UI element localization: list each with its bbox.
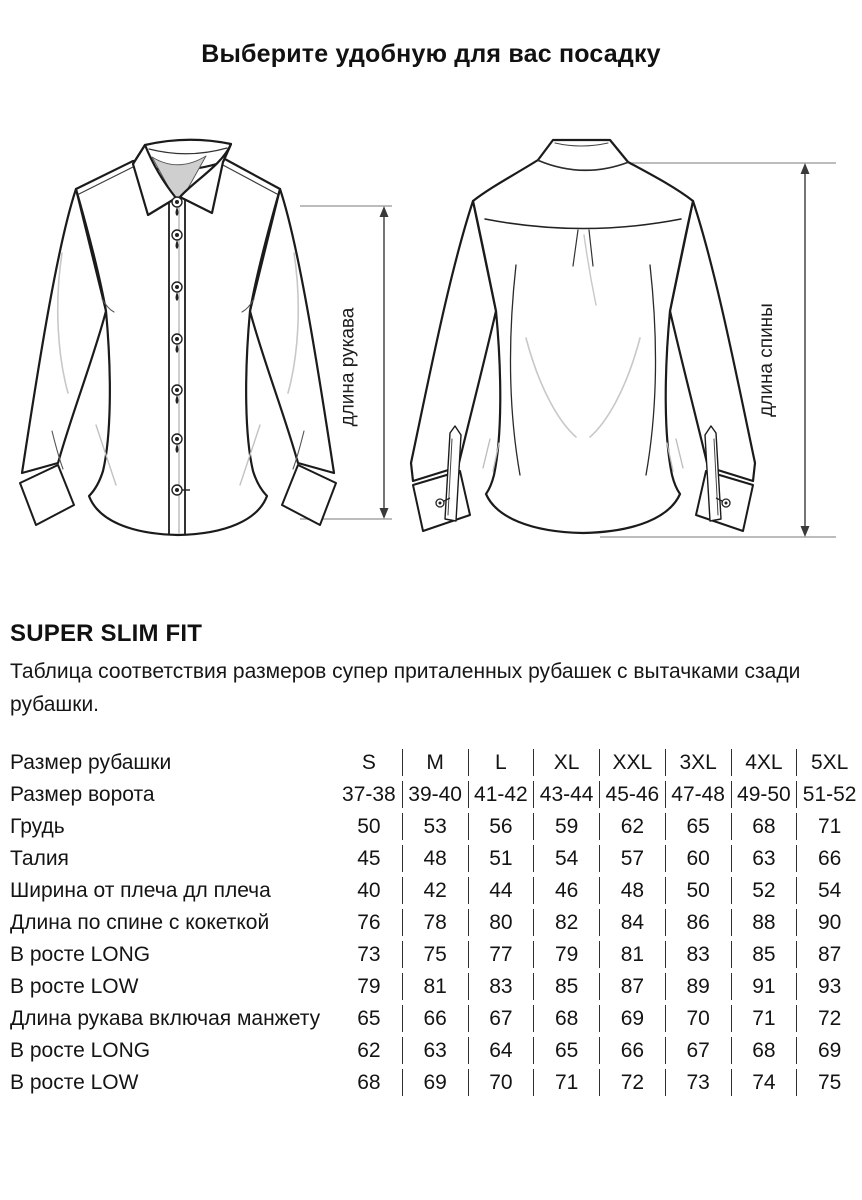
size-cell: 78 <box>402 909 468 936</box>
size-cell: 3XL <box>665 749 731 776</box>
size-cell: 93 <box>796 973 862 1000</box>
size-cell: 91 <box>731 973 797 1000</box>
sleeve-length-label: длина рукава <box>337 307 359 427</box>
row-label: В росте LOW <box>10 1070 139 1094</box>
fit-description: Таблица соответствия размеров супер приталенных рубашек с вытачками сзади рубашки. <box>10 660 801 716</box>
size-cell: 54 <box>533 845 599 872</box>
size-cell: 79 <box>357 974 381 998</box>
size-cell: 71 <box>533 1069 599 1096</box>
table-row <box>0 941 862 968</box>
row-label: Длина рукава включая манжету <box>10 1006 321 1030</box>
size-cell: 66 <box>402 1005 468 1032</box>
size-cell: 47-48 <box>665 781 731 808</box>
size-cell: 60 <box>665 845 731 872</box>
size-cell: XXL <box>599 749 665 776</box>
back-length-label: длина спины <box>756 303 777 417</box>
size-cell: 87 <box>796 941 862 968</box>
size-cell: 68 <box>731 1037 797 1064</box>
size-cell: 69 <box>402 1069 468 1096</box>
shirt-back-drawing <box>398 123 778 553</box>
size-cell: 40 <box>357 878 381 902</box>
row-label: В росте LONG <box>10 942 151 966</box>
size-cell: 63 <box>402 1037 468 1064</box>
table-row <box>0 781 862 808</box>
size-table <box>0 744 862 1101</box>
size-cell: 75 <box>402 941 468 968</box>
size-cell: 76 <box>357 910 381 934</box>
size-cell: 70 <box>665 1005 731 1032</box>
table-row <box>0 1069 862 1096</box>
size-cell: 39-40 <box>402 781 468 808</box>
size-cell: 81 <box>599 941 665 968</box>
size-cell: 64 <box>468 1037 534 1064</box>
size-cell: 74 <box>731 1069 797 1096</box>
size-cell: 56 <box>468 813 534 840</box>
row-label: В росте LONG <box>10 1038 151 1062</box>
size-cell: 37-38 <box>342 782 396 806</box>
size-cell: 53 <box>402 813 468 840</box>
size-cell: 50 <box>665 877 731 904</box>
size-cell: 70 <box>468 1069 534 1096</box>
size-cell: 57 <box>599 845 665 872</box>
size-cell: 51-52 <box>796 781 862 808</box>
table-row <box>0 813 862 840</box>
size-cell: 46 <box>533 877 599 904</box>
size-table-body <box>0 749 862 1096</box>
size-cell: 65 <box>533 1037 599 1064</box>
size-cell: 87 <box>599 973 665 1000</box>
size-cell: 88 <box>731 909 797 936</box>
size-cell: 62 <box>357 1038 381 1062</box>
table-row <box>0 749 862 776</box>
size-cell: 48 <box>402 845 468 872</box>
size-cell: 4XL <box>731 749 797 776</box>
row-label: Размер рубашки <box>10 750 172 774</box>
size-cell: 71 <box>796 813 862 840</box>
row-label: Ширина от плеча дл плеча <box>10 878 271 902</box>
size-cell: 90 <box>796 909 862 936</box>
size-cell: 81 <box>402 973 468 1000</box>
size-cell: 69 <box>599 1005 665 1032</box>
size-cell: 79 <box>533 941 599 968</box>
size-cell: 65 <box>357 1006 381 1030</box>
size-cell: 43-44 <box>533 781 599 808</box>
table-row <box>0 1037 862 1064</box>
size-cell: 75 <box>796 1069 862 1096</box>
size-cell: M <box>402 749 468 776</box>
row-label: В росте LOW <box>10 974 139 998</box>
row-label: Талия <box>10 846 69 870</box>
row-label: Грудь <box>10 814 65 838</box>
page-title: Выберите удобную для вас посадку <box>201 40 661 68</box>
size-cell: 66 <box>796 845 862 872</box>
size-cell: 73 <box>357 942 381 966</box>
size-cell: 84 <box>599 909 665 936</box>
size-cell: S <box>361 750 376 774</box>
size-cell: 86 <box>665 909 731 936</box>
size-cell: 66 <box>599 1037 665 1064</box>
size-cell: 67 <box>468 1005 534 1032</box>
size-cell: 51 <box>468 845 534 872</box>
size-cell: L <box>468 749 534 776</box>
size-cell: 45-46 <box>599 781 665 808</box>
size-cell: 72 <box>599 1069 665 1096</box>
size-cell: 68 <box>357 1070 381 1094</box>
size-cell: 68 <box>533 1005 599 1032</box>
row-label: Длина по спине с кокеткой <box>10 910 270 934</box>
size-cell: 42 <box>402 877 468 904</box>
table-row <box>0 909 862 936</box>
shirt-front-drawing <box>18 125 348 555</box>
size-cell: 52 <box>731 877 797 904</box>
size-cell: 62 <box>599 813 665 840</box>
size-cell: 44 <box>468 877 534 904</box>
size-cell: 50 <box>357 814 381 838</box>
table-row <box>0 1005 862 1032</box>
size-cell: 72 <box>796 1005 862 1032</box>
size-cell: XL <box>533 749 599 776</box>
size-cell: 69 <box>796 1037 862 1064</box>
size-cell: 59 <box>533 813 599 840</box>
fit-heading: SUPER SLIM FIT <box>10 620 203 647</box>
size-cell: 45 <box>357 846 381 870</box>
size-cell: 83 <box>468 973 534 1000</box>
row-label: Размер ворота <box>10 782 155 806</box>
shirt-diagrams <box>0 120 862 600</box>
size-cell: 82 <box>533 909 599 936</box>
size-cell: 73 <box>665 1069 731 1096</box>
size-cell: 67 <box>665 1037 731 1064</box>
size-cell: 68 <box>731 813 797 840</box>
size-cell: 5XL <box>796 749 862 776</box>
table-row <box>0 877 862 904</box>
table-row <box>0 845 862 872</box>
size-cell: 41-42 <box>468 781 534 808</box>
size-cell: 48 <box>599 877 665 904</box>
size-cell: 54 <box>796 877 862 904</box>
size-cell: 49-50 <box>731 781 797 808</box>
size-cell: 80 <box>468 909 534 936</box>
size-cell: 65 <box>665 813 731 840</box>
size-cell: 63 <box>731 845 797 872</box>
size-cell: 77 <box>468 941 534 968</box>
size-cell: 85 <box>533 973 599 1000</box>
table-row <box>0 973 862 1000</box>
size-cell: 83 <box>665 941 731 968</box>
size-cell: 89 <box>665 973 731 1000</box>
size-cell: 71 <box>731 1005 797 1032</box>
size-cell: 85 <box>731 941 797 968</box>
